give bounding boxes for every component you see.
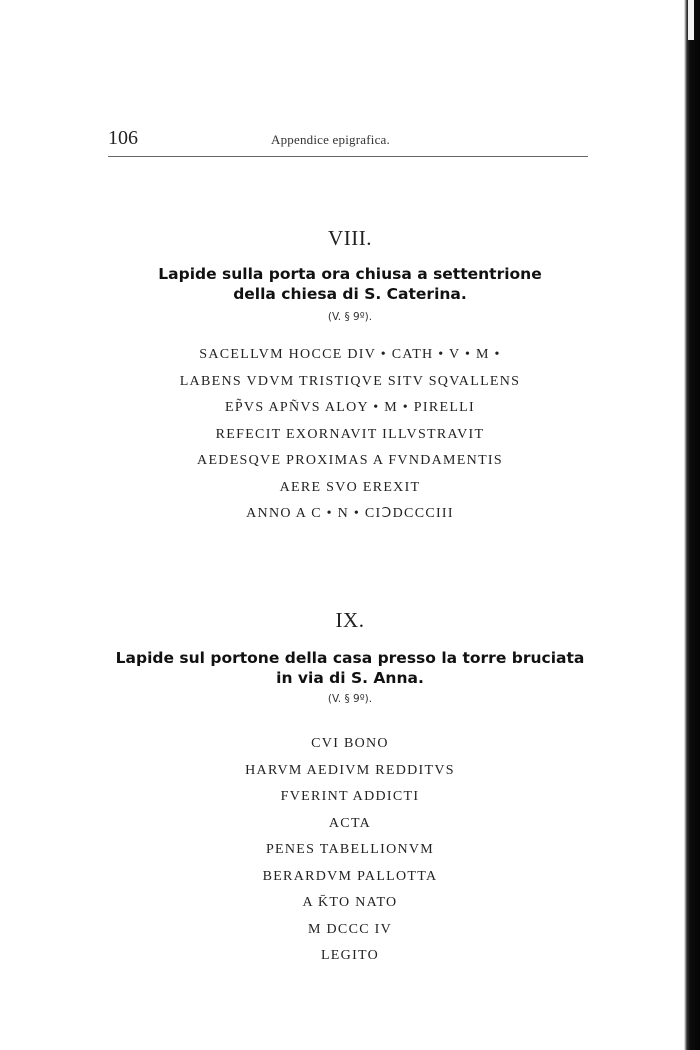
inscription-line: LABENS VDVM TRISTIQVE SITV SQVALLENS [179,373,521,389]
inscription [0,731,700,970]
inscription-line: LEGITO [320,948,380,963]
page-number: 106 [108,127,138,149]
inscription-line: M DCCC IV [307,921,393,937]
section-title [0,648,700,688]
inscription-line: PENES TABELLIONVM [265,842,435,857]
section-title-line: in via di S. Anna. [276,669,424,687]
inscription-line: AERE SVO EREXIT [279,479,421,495]
section-title [0,264,700,304]
inscription-line: CVI BONO [311,736,389,751]
running-header [108,127,588,153]
section-title-line: della chiesa di S. Caterina. [233,285,467,303]
section-reference: (V. § 9º). [327,311,373,323]
running-title: Appendice epigrafica. [271,132,390,147]
page-edge-highlight [688,0,694,40]
inscription-line: A K̄TO NATO [302,895,398,910]
inscription-line: REFECIT EXORNAVIT ILLVSTRAVIT [215,426,485,442]
section-reference: (V. § 9º). [327,693,373,705]
inscription-line: FVERINT ADDICTI [280,789,420,804]
inscription-line: SACELLVM HOCCE DIV • CATH • V • M • [199,347,501,362]
section-number: IX. [335,608,365,632]
inscription-line: ANNO A C • N • CIↃDCCCIII [246,506,454,521]
section-title-line: Lapide sul portone della casa presso la torre bruciata [115,649,585,667]
inscription-line: ACTA [328,815,372,831]
inscription-line: EP̃VS APÑVS ALOY • M • PIRELLI [224,400,475,415]
header-rule [108,156,588,157]
inscription-line: AEDESQVE PROXIMAS A FVNDAMENTIS [197,453,503,468]
inscription-line: HARVM AEDIVM REDDITVS [245,762,455,778]
inscription [0,342,700,528]
inscription-line: BERARDVM PALLOTTA [262,868,438,884]
section-number: VIII. [328,226,372,250]
section-title-line: Lapide sulla porta ora chiusa a settentrione [158,265,542,283]
